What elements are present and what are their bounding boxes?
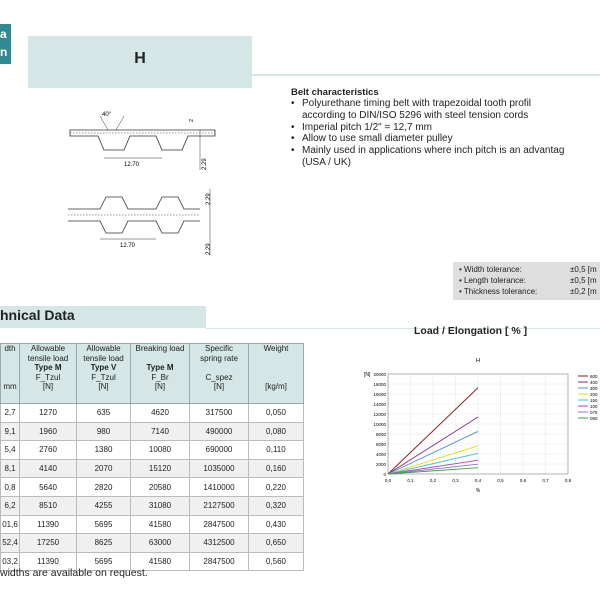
header-line: C_spez: [205, 372, 233, 382]
table-cell: 2847500: [190, 552, 249, 571]
corner-letter-top: a: [0, 27, 7, 41]
table-cell: 2127500: [190, 496, 249, 515]
table-cell: 9,1: [1, 422, 20, 441]
technical-data-body: [1, 404, 304, 571]
tolerance-value: ±0,5 [m: [570, 276, 597, 285]
table-cell: 4312500: [190, 534, 249, 553]
chart-subtitle: H: [476, 358, 480, 364]
header-line: Allowable: [30, 344, 66, 353]
table-row: [1, 515, 304, 534]
table-cell: 0,8: [1, 478, 20, 497]
table-cell: 0,160: [249, 459, 304, 478]
x-tick-label: 0,1: [407, 478, 414, 483]
col-header-tensile-v: [77, 344, 131, 404]
load-elongation-chart: [350, 350, 600, 500]
legend-label: 150: [590, 397, 598, 403]
header-line: Breaking load: [135, 344, 185, 353]
table-cell: 5640: [20, 478, 77, 497]
page-title: H: [134, 50, 146, 67]
tolerance-label: • Width tolerance:: [459, 265, 522, 274]
bullet-line: • Imperial pitch 1/2" = 12,7 mm: [302, 121, 432, 133]
technical-data-table: [0, 343, 304, 571]
table-row: [1, 534, 304, 553]
tolerance-value: ±0,5 [m: [570, 265, 597, 274]
table-cell: 52,4: [1, 534, 20, 553]
table-cell: 1380: [77, 441, 131, 460]
corner-tab: [0, 24, 11, 64]
legend-label: 600: [590, 373, 598, 379]
table-cell: 17250: [20, 534, 77, 553]
legend-label: 400: [590, 379, 598, 385]
corner-letter-bottom: n: [0, 45, 8, 59]
table-cell: 6,2: [1, 496, 20, 515]
bullet-item: [290, 133, 600, 145]
bullet-item: [290, 98, 600, 122]
bullet-line: (USA / UK): [302, 156, 351, 168]
x-tick-label: 0,5: [497, 478, 504, 483]
tolerance-label: • Length tolerance:: [459, 276, 526, 285]
x-tick-label: 0,7: [542, 478, 549, 483]
header-line: tensile load: [27, 353, 69, 363]
belt-profile-drawing: [60, 108, 230, 178]
header-line: [N]: [98, 382, 109, 391]
table-cell: 10080: [131, 441, 190, 460]
table-cell: 0,430: [249, 515, 304, 534]
double-pitch-label: 12.70: [120, 243, 136, 249]
table-cell: 7140: [131, 422, 190, 441]
header-line: [N]: [42, 382, 54, 391]
tolerance-label: • Thickness tolerance:: [459, 287, 538, 296]
header-line: [N]: [154, 382, 166, 391]
x-tick-label: 0,4: [474, 478, 482, 483]
legend-label: 100: [590, 403, 598, 409]
table-cell: 41580: [131, 515, 190, 534]
belt-double-profile-drawing: [60, 185, 230, 260]
x-tick-label: 0,8: [564, 478, 572, 483]
table-row: [1, 422, 304, 441]
y-tick-label: 4000: [375, 451, 386, 457]
table-cell: 2,7: [1, 404, 20, 423]
header-line: [N]: [213, 382, 225, 391]
table-cell: 2820: [77, 478, 131, 497]
legend-label: 050: [590, 415, 598, 421]
double-total-label: 2.29: [206, 243, 212, 255]
bullet-line: • Mainly used in applications where inch pitch is an advantag: [302, 145, 565, 157]
bullet-line: • Polyurethane timing belt with trapezoidal tooth profil: [302, 98, 532, 109]
col-header-weight: [249, 344, 304, 404]
bullet-item: [290, 122, 600, 134]
table-cell: 63000: [131, 534, 190, 553]
legend-label: 300: [590, 385, 598, 391]
header-line: dth: [4, 344, 16, 353]
header-spacer: [1, 354, 19, 382]
table-row: [1, 404, 304, 423]
header-line: mm: [3, 381, 17, 391]
table-cell: 11390: [20, 515, 77, 534]
tolerance-panel: [453, 262, 600, 300]
table-cell: 1035000: [190, 459, 249, 478]
table-row: [1, 478, 304, 497]
legend-label: 075: [590, 409, 598, 415]
table-cell: 0,320: [249, 496, 304, 515]
table-row: [1, 496, 304, 515]
x-tick-label: 0,0: [384, 478, 392, 483]
table-cell: 0,110: [249, 441, 304, 460]
angle-label: 40°: [102, 112, 112, 118]
x-tick-label: 0,2: [429, 478, 437, 483]
header-line: Specific: [204, 344, 233, 353]
header-line: Weight: [263, 344, 289, 353]
header-line: F_Tzul: [91, 372, 116, 382]
header-line: Type M: [34, 363, 62, 372]
y-tick-label: 8000: [375, 431, 386, 437]
table-cell: 8510: [20, 496, 77, 515]
table-cell: 4255: [77, 496, 131, 515]
bullet-line: • Allow to use small diameter pulley: [302, 133, 453, 145]
header-line: [kg/m]: [265, 381, 287, 391]
header-line: spring rate: [200, 353, 238, 363]
chart-title: Load / Elongation [ % ]: [414, 325, 528, 337]
table-cell: 4620: [131, 404, 190, 423]
table-cell: 15120: [131, 459, 190, 478]
height-label: 2.29: [202, 158, 208, 170]
series-line: [388, 431, 478, 474]
header-spacer: [131, 354, 189, 364]
y-tick-label: 12000: [373, 411, 386, 417]
header-spacer: [190, 363, 248, 373]
y-tick-label: 0: [383, 471, 386, 477]
table-cell: 20580: [131, 478, 190, 497]
legend-label: 200: [590, 391, 598, 397]
double-height-label: 2.29: [206, 193, 212, 205]
pitch-label: 12.70: [124, 162, 140, 168]
table-cell: 0,560: [249, 552, 304, 571]
table-cell: 0,050: [249, 404, 304, 423]
table-cell: 317500: [190, 404, 249, 423]
table-cell: 1410000: [190, 478, 249, 497]
table-row: [1, 459, 304, 478]
y-axis-label: [N]: [364, 372, 371, 378]
belt-characteristics-title: Belt characteristics: [291, 87, 379, 98]
table-cell: 2070: [77, 459, 131, 478]
y-tick-label: 20000: [373, 371, 386, 377]
table-cell: 980: [77, 422, 131, 441]
header-line: F_Br: [151, 372, 169, 382]
table-cell: 41580: [131, 552, 190, 571]
bullet-item: [290, 145, 600, 169]
table-cell: 2760: [20, 441, 77, 460]
y-tick-label: 18000: [373, 381, 386, 387]
table-row: [1, 441, 304, 460]
col-header-spring-rate: [190, 344, 249, 404]
technical-data-title: hnical Data: [0, 307, 75, 323]
col-header-tensile-m: [20, 344, 77, 404]
table-cell: 11390: [20, 552, 77, 571]
header-spacer: [249, 354, 303, 382]
table-cell: 1960: [20, 422, 77, 441]
x-axis-label: %: [475, 488, 481, 494]
col-header-breaking-load: [131, 344, 190, 404]
table-cell: 31080: [131, 496, 190, 515]
table-cell: 5695: [77, 515, 131, 534]
header-line: F_Tzul: [35, 372, 61, 382]
table-cell: 0,220: [249, 478, 304, 497]
header-line: Type M: [146, 363, 174, 372]
table-cell: 0,080: [249, 422, 304, 441]
y-tick-label: 16000: [373, 391, 386, 397]
col-header-width: [1, 344, 20, 404]
x-tick-label: 0,6: [519, 478, 527, 483]
table-cell: 2847500: [190, 515, 249, 534]
y-tick-label: 6000: [375, 441, 386, 447]
table-cell: 8625: [77, 534, 131, 553]
table-cell: 690000: [190, 441, 249, 460]
table-cell: 1270: [20, 404, 77, 423]
thickness-label: 2: [189, 118, 195, 122]
table-cell: 4140: [20, 459, 77, 478]
header-divider: [252, 74, 600, 76]
table-cell: 490000: [190, 422, 249, 441]
x-tick-label: 0,3: [452, 478, 459, 483]
table-cell: 0,650: [249, 534, 304, 553]
header-line: tensile load: [83, 353, 124, 363]
belt-characteristics-list: [290, 98, 600, 169]
tolerance-value: ±0,2 [m: [570, 287, 597, 296]
y-tick-label: 2000: [375, 461, 386, 467]
header-line: Allowable: [86, 344, 121, 353]
y-tick-label: 14000: [373, 401, 386, 407]
bullet-line: according to DIN/ISO 5296 with steel tension cords: [302, 109, 529, 121]
table-cell: 01,6: [1, 515, 20, 534]
technical-data-divider: [206, 328, 600, 329]
footnote: widths are available on request.: [0, 567, 148, 579]
y-tick-label: 10000: [373, 421, 386, 427]
table-cell: 8,1: [1, 459, 20, 478]
table-cell: 5,4: [1, 441, 20, 460]
table-cell: 5695: [77, 552, 131, 571]
table-cell: 03,2: [1, 552, 20, 571]
table-cell: 635: [77, 404, 131, 423]
header-line: Type V: [90, 363, 117, 372]
